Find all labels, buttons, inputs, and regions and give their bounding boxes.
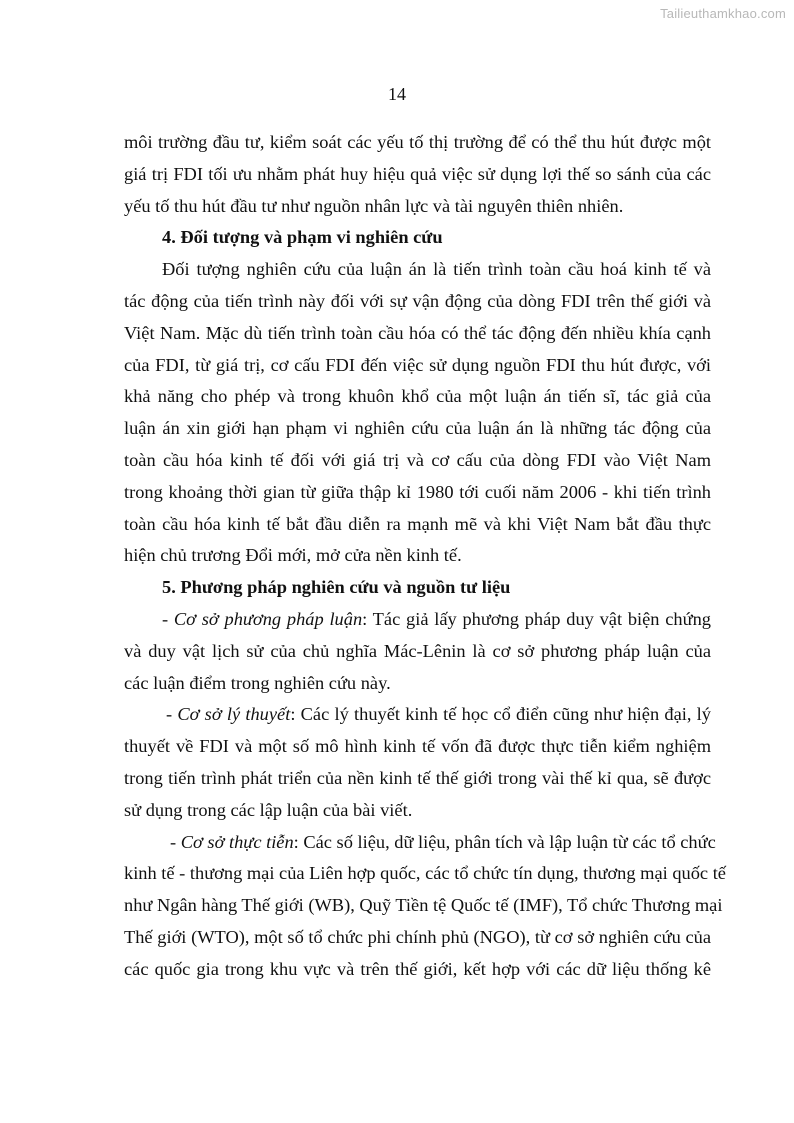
practice-label: Cơ sở thực tiễn (180, 831, 294, 852)
text-line: các quốc gia trong khu vực và trên thế giới, kết hợp với các dữ liệu thống kê (124, 958, 711, 979)
text-line: giá trị FDI tối ưu nhằm phát huy hiệu quả việc sử dụng lợi thế so sánh của các (124, 163, 711, 184)
text-line: toàn cầu hóa kinh tế bắt đầu diễn ra mạnh mẽ và khi Việt Nam bắt đầu thực (124, 513, 711, 534)
text-line: hiện chủ trương Đổi mới, mở cửa nền kinh tế. (124, 545, 462, 566)
methodology-text: : Tác giả lấy phương pháp duy vật biện chứng (362, 608, 711, 629)
text-line: sử dụng trong các lập luận của bài viết. (124, 799, 413, 820)
text-line: Đối tượng nghiên cứu của luận án là tiến trình toàn cầu hoá kinh tế và (162, 259, 711, 280)
text-line: tác động của tiến trình này đối với sự vận động của dòng FDI trên thế giới và (124, 290, 711, 311)
text-line: khả năng cho phép và trong khuôn khổ của một luận án tiến sĩ, tác giả của (124, 386, 711, 407)
practice-text: : Các số liệu, dữ liệu, phân tích và lập luận từ các tổ chức (293, 831, 716, 852)
text-line: luận án xin giới hạn phạm vi nghiên cứu của luận án là những tác động của (124, 418, 711, 439)
watermark: Tailieuthamkhao.com (660, 6, 786, 21)
text-line: như Ngân hàng Thế giới (WB), Quỹ Tiền tệ Quốc tế (IMF), Tổ chức Thương mại (124, 895, 723, 916)
text-line: và duy vật lịch sử của chủ nghĩa Mác-Lênin là cơ sở phương pháp luận của (124, 640, 711, 661)
text-line: môi trường đầu tư, kiểm soát các yếu tố thị trường để có thể thu hút được một (124, 132, 711, 152)
text-line: thuyết về FDI và một số mô hình kinh tế vốn đã được thực tiễn kiểm nghiệm (124, 736, 711, 757)
section-heading-4: 4. Đối tượng và phạm vi nghiên cứu (162, 227, 443, 248)
page-number: 14 (388, 84, 406, 104)
text-line: trong tiến trình phát triển của nền kinh tế thế giới trong vài thế kỉ qua, sẽ được (124, 767, 711, 788)
text-line: các luận điểm trong nghiên cứu này. (124, 672, 391, 693)
text-line: yếu tố thu hút đầu tư như nguồn nhân lực và tài nguyên thiên nhiên. (124, 195, 624, 216)
practice-dash: - (170, 831, 181, 852)
text-line: của FDI, từ giá trị, cơ cấu FDI đến việc sử dụng nguồn FDI thu hút được, với (124, 354, 711, 375)
methodology-label: Cơ sở phương pháp luận (173, 608, 363, 629)
theory-line (124, 699, 711, 731)
theory-label: Cơ sở lý thuyết (177, 704, 291, 725)
section-heading-5: 5. Phương pháp nghiên cứu và nguồn tư liệu (162, 577, 511, 598)
text-line: toàn cầu hóa kinh tế đối với giá trị và cơ cấu của dòng FDI vào Việt Nam (124, 449, 711, 470)
theory-dash: - (166, 704, 178, 725)
methodology-dash: - (162, 608, 174, 629)
document-body (124, 127, 726, 986)
text-line: kinh tế - thương mại của Liên hợp quốc, các tổ chức tín dụng, thương mại quốc tế (124, 863, 726, 884)
practice-line (124, 827, 716, 859)
methodology-line (124, 604, 711, 636)
theory-text: : Các lý thuyết kinh tế học cổ điển cũng như hiện đại, lý (290, 704, 711, 725)
text-line: Việt Nam. Mặc dù tiến trình toàn cầu hóa có thể tác động đến nhiều khía cạnh (124, 322, 711, 343)
text-line: trong khoảng thời gian từ giữa thập kỉ 1980 tới cuối năm 2006 - khi tiến trình (124, 481, 711, 502)
text-line: Thế giới (WTO), một số tổ chức phi chính phủ (NGO), từ cơ sở nghiên cứu của (124, 926, 711, 947)
